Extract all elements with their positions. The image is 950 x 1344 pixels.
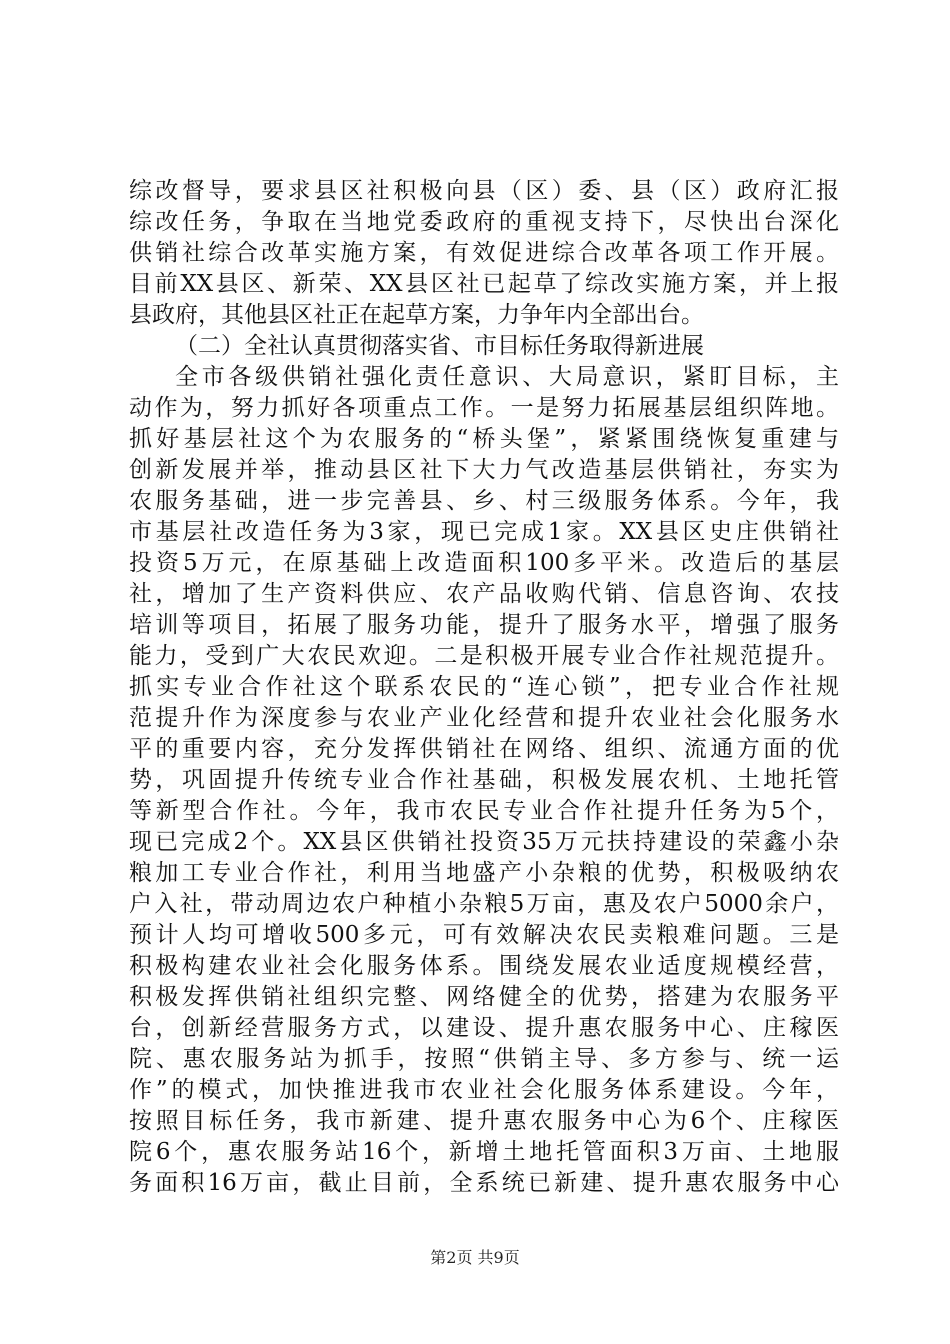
text-line: 按照目标任务，我市新建、提升惠农服务中心为6个、庄稼医 [129, 1108, 839, 1134]
text-line: 务面积16万亩，截止目前，全系统已新建、提升惠农服务中心 [129, 1170, 839, 1196]
text-line: 等新型合作社。今年，我市农民专业合作社提升任务为5个， [129, 798, 839, 824]
paragraph [129, 362, 839, 1199]
text-line: 范提升作为深度参与农业产业化经营和提升农业社会化服务水 [129, 705, 839, 731]
paragraph [129, 331, 839, 362]
text-line: 综改任务，争取在当地党委政府的重视支持下，尽快出台深化 [129, 209, 839, 235]
text-line: 市基层社改造任务为3家，现已完成1家。XX县区史庄供销社 [129, 519, 839, 545]
text-line: 动作为，努力抓好各项重点工作。一是努力拓展基层组织阵地。 [129, 395, 839, 421]
text-line: 综改督导，要求县区社积极向县（区）委、县（区）政府汇报 [129, 178, 839, 204]
text-line: 院6个，惠农服务站16个，新增土地托管面积3万亩、土地服 [129, 1139, 839, 1165]
document-body [129, 176, 839, 1199]
text-line: 社，增加了生产资料供应、农产品收购代销、信息咨询、农技 [129, 581, 839, 607]
text-line: （二）全社认真贯彻落实省、市目标任务取得新进展 [175, 333, 704, 359]
text-line: 目前XX县区、新荣、XX县区社已起草了综改实施方案，并上报 [129, 271, 839, 297]
text-line: 粮加工专业合作社，利用当地盛产小杂粮的优势，积极吸纳农 [129, 860, 839, 886]
text-line: 院、惠农服务站为抓手，按照“供销主导、多方参与、统一运 [129, 1046, 839, 1072]
text-line: 县政府，其他县区社正在起草方案，力争年内全部出台。 [129, 302, 704, 328]
text-line: 势，巩固提升传统专业合作社基础，积极发展农机、土地托管 [129, 767, 839, 793]
text-line: 创新发展并举，推动县区社下大力气改造基层供销社，夯实为 [129, 457, 839, 483]
text-line: 作”的模式，加快推进我市农业社会化服务体系建设。今年， [129, 1077, 839, 1103]
text-line: 积极构建农业社会化服务体系。围绕发展农业适度规模经营， [129, 953, 839, 979]
text-line: 能力，受到广大农民欢迎。二是积极开展专业合作社规范提升。 [129, 643, 839, 669]
text-line: 投资5万元，在原基础上改造面积100多平米。改造后的基层 [129, 550, 839, 576]
text-line: 农服务基础，进一步完善县、乡、村三级服务体系。今年，我 [129, 488, 839, 514]
text-line: 平的重要内容，充分发挥供销社在网络、组织、流通方面的优 [129, 736, 839, 762]
text-line: 户入社，带动周边农户种植小杂粮5万亩，惠及农户5000余户， [129, 891, 839, 917]
page-footer: 第2页 共9页 [430, 1248, 520, 1267]
paragraph [129, 176, 839, 331]
text-line: 预计人均可增收500多元，可有效解决农民卖粮难问题。三是 [129, 922, 839, 948]
text-line: 抓好基层社这个为农服务的“桥头堡”，紧紧围绕恢复重建与 [129, 426, 839, 452]
text-line: 抓实专业合作社这个联系农民的“连心锁”，把专业合作社规 [129, 674, 839, 700]
text-line: 供销社综合改革实施方案，有效促进综合改革各项工作开展。 [129, 240, 839, 266]
text-line: 台，创新经营服务方式，以建设、提升惠农服务中心、庄稼医 [129, 1015, 839, 1041]
text-line: 现已完成2个。XX县区供销社投资35万元扶持建设的荣鑫小杂 [129, 829, 839, 855]
text-line: 积极发挥供销社组织完整、网络健全的优势，搭建为农服务平 [129, 984, 839, 1010]
text-line: 全市各级供销社强化责任意识、大局意识，紧盯目标，主 [175, 364, 839, 390]
text-line: 培训等项目，拓展了服务功能，提升了服务水平，增强了服务 [129, 612, 839, 638]
